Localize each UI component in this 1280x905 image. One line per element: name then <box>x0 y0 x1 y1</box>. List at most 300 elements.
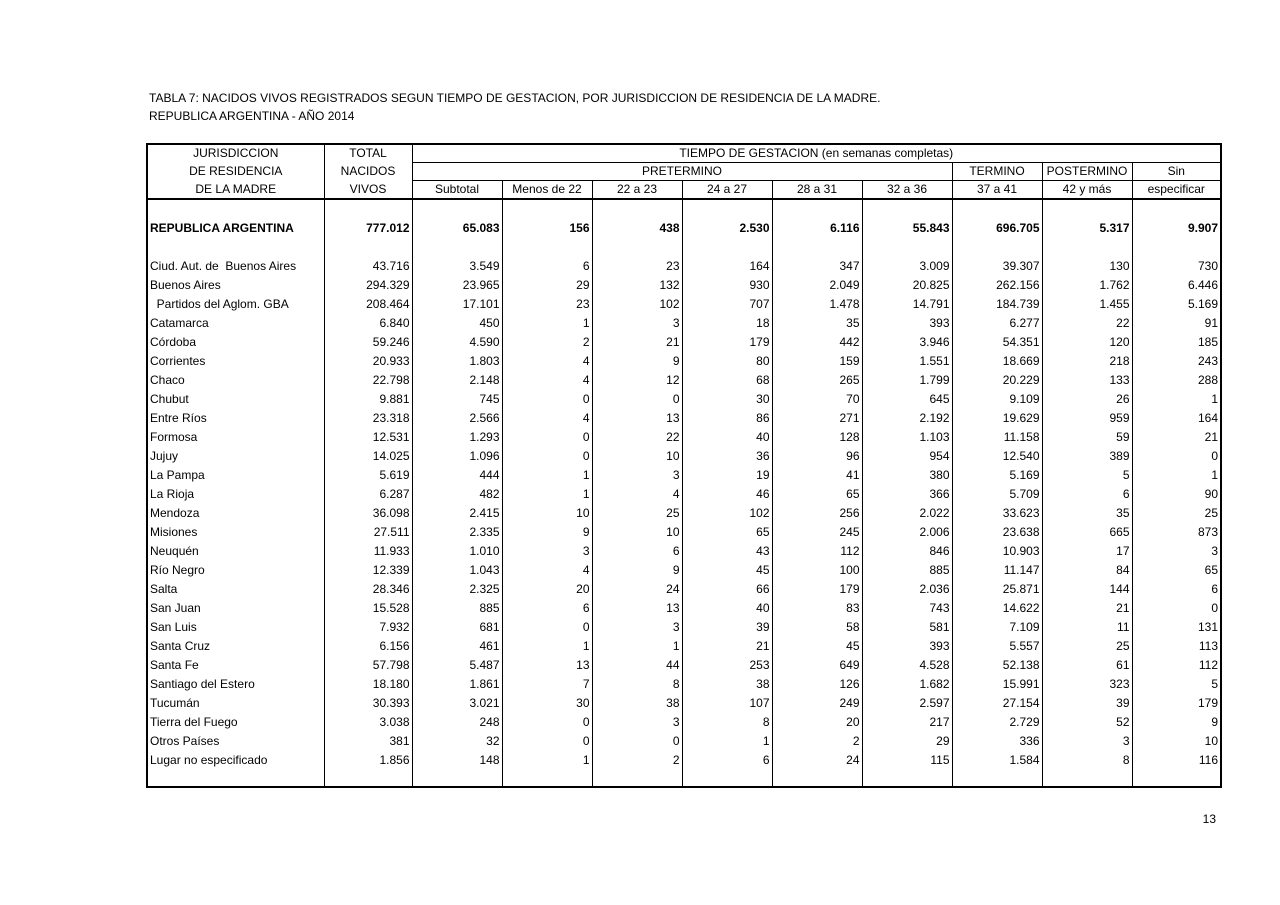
value-cell: 1.043 <box>412 561 502 580</box>
value-cell: 52 <box>1042 713 1132 732</box>
value-cell: 1.551 <box>862 352 952 371</box>
value-cell: 12 <box>592 371 682 390</box>
value-cell: 4 <box>502 409 592 428</box>
value-cell: 265 <box>772 371 862 390</box>
header-22-23: 22 a 23 <box>592 181 682 200</box>
value-cell: 3.038 <box>324 713 412 732</box>
value-cell: 41 <box>772 466 862 485</box>
value-cell: 217 <box>862 713 952 732</box>
value-cell: 185 <box>1132 333 1221 352</box>
value-cell: 57.798 <box>324 656 412 675</box>
spacer-cell <box>772 770 862 787</box>
value-cell: 4.590 <box>412 333 502 352</box>
value-cell: 45 <box>772 637 862 656</box>
jurisdiccion-name: REPUBLICA ARGENTINA <box>150 221 294 235</box>
value-cell: 645 <box>862 390 952 409</box>
value-cell: 6 <box>592 542 682 561</box>
value-cell: 115 <box>862 751 952 770</box>
value-cell: 23 <box>502 295 592 314</box>
value-cell: 70 <box>772 390 862 409</box>
value-cell: 24 <box>772 751 862 770</box>
value-cell: 2 <box>592 751 682 770</box>
value-cell: 262.156 <box>952 276 1042 295</box>
value-cell: 5.557 <box>952 637 1042 656</box>
value-cell: 30.393 <box>324 694 412 713</box>
table-title: TABLA 7: NACIDOS VIVOS REGISTRADOS SEGUN TIEMPO DE GESTACION, POR JURISDICCION DE RESIDENCIA DE LA MADRE. <box>149 91 881 105</box>
value-cell: 17.101 <box>412 295 502 314</box>
value-cell: 15.991 <box>952 675 1042 694</box>
value-cell: 1 <box>502 466 592 485</box>
table-row <box>147 751 1221 770</box>
value-cell: 3 <box>592 618 682 637</box>
value-cell: 130 <box>1042 257 1132 276</box>
value-cell: 0 <box>592 732 682 751</box>
value-cell: 30 <box>502 694 592 713</box>
spacer-cell <box>502 247 592 257</box>
header-pretermino: PRETERMINO <box>412 163 952 181</box>
table-row <box>147 637 1221 656</box>
spacer-cell <box>502 770 592 787</box>
value-cell: 2.006 <box>862 523 952 542</box>
value-cell: 25 <box>592 504 682 523</box>
jurisdiccion-name: Salta <box>150 582 178 596</box>
value-cell: 6 <box>682 751 772 770</box>
header-total-2: NACIDOS <box>324 163 412 181</box>
value-cell: 777.012 <box>324 209 412 247</box>
value-cell: 2.566 <box>412 409 502 428</box>
value-cell: 1 <box>502 637 592 656</box>
value-cell: 21 <box>592 333 682 352</box>
value-cell: 30 <box>682 390 772 409</box>
value-cell: 5.487 <box>412 656 502 675</box>
value-cell: 7.109 <box>952 618 1042 637</box>
value-cell: 0 <box>502 428 592 447</box>
jurisdiccion-name: Otros Países <box>150 734 220 748</box>
value-cell: 3.021 <box>412 694 502 713</box>
jurisdiccion-name: Neuquén <box>150 544 199 558</box>
value-cell: 21 <box>1042 599 1132 618</box>
table-row <box>147 390 1221 409</box>
value-cell: 6.446 <box>1132 276 1221 295</box>
value-cell: 40 <box>682 428 772 447</box>
value-cell: 38 <box>682 675 772 694</box>
value-cell: 12.339 <box>324 561 412 580</box>
value-cell: 14.025 <box>324 447 412 466</box>
value-cell: 25 <box>1132 504 1221 523</box>
value-cell: 6.156 <box>324 637 412 656</box>
value-cell: 131 <box>1132 618 1221 637</box>
value-cell: 6.840 <box>324 314 412 333</box>
value-cell: 148 <box>412 751 502 770</box>
jurisdiccion-name: Ciud. Aut. de Buenos Aires <box>150 259 297 273</box>
value-cell: 1.803 <box>412 352 502 371</box>
value-cell: 930 <box>682 276 772 295</box>
value-cell: 27.511 <box>324 523 412 542</box>
value-cell: 2 <box>502 333 592 352</box>
value-cell: 113 <box>1132 637 1221 656</box>
spacer-cell <box>952 247 1042 257</box>
value-cell: 22.798 <box>324 371 412 390</box>
value-cell: 91 <box>1132 314 1221 333</box>
value-cell: 156 <box>502 209 592 247</box>
header-28-31: 28 a 31 <box>772 181 862 200</box>
value-cell: 2 <box>772 732 862 751</box>
jurisdiccion-name: San Luis <box>150 620 197 634</box>
value-cell: 743 <box>862 599 952 618</box>
value-cell: 20.825 <box>862 276 952 295</box>
value-cell: 3 <box>502 542 592 561</box>
value-cell: 21 <box>1132 428 1221 447</box>
spacer-cell <box>1042 247 1132 257</box>
spacer-cell <box>862 199 952 209</box>
value-cell: 5.709 <box>952 485 1042 504</box>
value-cell: 243 <box>1132 352 1221 371</box>
header-37-41: 37 a 41 <box>952 181 1042 200</box>
table-row <box>147 314 1221 333</box>
value-cell: 96 <box>772 447 862 466</box>
value-cell: 36 <box>682 447 772 466</box>
value-cell: 66 <box>682 580 772 599</box>
total-row <box>147 209 1221 247</box>
value-cell: 0 <box>502 713 592 732</box>
header-sin: Sin <box>1132 163 1221 181</box>
value-cell: 1.293 <box>412 428 502 447</box>
value-cell: 3 <box>1132 542 1221 561</box>
value-cell: 3 <box>592 466 682 485</box>
table-row <box>147 295 1221 314</box>
value-cell: 179 <box>772 580 862 599</box>
value-cell: 14.622 <box>952 599 1042 618</box>
value-cell: 23.638 <box>952 523 1042 542</box>
value-cell: 25 <box>1042 637 1132 656</box>
spacer-cell <box>147 247 324 257</box>
table-row <box>147 447 1221 466</box>
value-cell: 438 <box>592 209 682 247</box>
header-total-3: VIVOS <box>324 181 412 200</box>
header-subtotal: Subtotal <box>412 181 502 200</box>
value-cell: 61 <box>1042 656 1132 675</box>
value-cell: 100 <box>772 561 862 580</box>
value-cell: 23 <box>592 257 682 276</box>
jurisdiccion-name: La Pampa <box>150 468 205 482</box>
table-subtitle: REPUBLICA ARGENTINA - AÑO 2014 <box>149 109 355 123</box>
value-cell: 65 <box>772 485 862 504</box>
header-tiempo-gestacion: TIEMPO DE GESTACION (en semanas completas) <box>412 144 1221 163</box>
value-cell: 54.351 <box>952 333 1042 352</box>
value-cell: 128 <box>772 428 862 447</box>
jurisdiccion-name: Catamarca <box>150 316 209 330</box>
value-cell: 1 <box>502 751 592 770</box>
value-cell: 36.098 <box>324 504 412 523</box>
spacer-cell <box>412 199 502 209</box>
table-row <box>147 523 1221 542</box>
value-cell: 23.318 <box>324 409 412 428</box>
table-row <box>147 504 1221 523</box>
value-cell: 90 <box>1132 485 1221 504</box>
value-cell: 2.729 <box>952 713 1042 732</box>
value-cell: 4 <box>502 561 592 580</box>
table-row <box>147 675 1221 694</box>
value-cell: 4 <box>502 352 592 371</box>
jurisdiccion-name: Misiones <box>150 525 198 539</box>
value-cell: 885 <box>412 599 502 618</box>
value-cell: 144 <box>1042 580 1132 599</box>
header-24-27: 24 a 27 <box>682 181 772 200</box>
value-cell: 159 <box>772 352 862 371</box>
value-cell: 2.148 <box>412 371 502 390</box>
spacer-cell <box>1132 770 1221 787</box>
header-total-1: TOTAL <box>324 144 412 163</box>
value-cell: 38 <box>592 694 682 713</box>
value-cell: 164 <box>1132 409 1221 428</box>
value-cell: 12.531 <box>324 428 412 447</box>
value-cell: 2.597 <box>862 694 952 713</box>
value-cell: 14.791 <box>862 295 952 314</box>
value-cell: 745 <box>412 390 502 409</box>
value-cell: 1 <box>682 732 772 751</box>
value-cell: 0 <box>502 447 592 466</box>
value-cell: 5.317 <box>1042 209 1132 247</box>
jurisdiccion-name: Partidos del Aglom. GBA <box>150 297 289 311</box>
spacer-cell <box>324 770 412 787</box>
value-cell: 9.881 <box>324 390 412 409</box>
value-cell: 336 <box>952 732 1042 751</box>
table-row <box>147 561 1221 580</box>
header-jurisdiccion-2: DE RESIDENCIA <box>189 164 283 178</box>
value-cell: 6 <box>1042 485 1132 504</box>
value-cell: 5.619 <box>324 466 412 485</box>
value-cell: 0 <box>1132 447 1221 466</box>
value-cell: 1.682 <box>862 675 952 694</box>
value-cell: 6 <box>502 257 592 276</box>
spacer-cell <box>862 247 952 257</box>
jurisdiccion-name: Mendoza <box>150 506 200 520</box>
table-row <box>147 542 1221 561</box>
value-cell: 40 <box>682 599 772 618</box>
value-cell: 9.109 <box>952 390 1042 409</box>
table-row <box>147 333 1221 352</box>
value-cell: 20 <box>502 580 592 599</box>
value-cell: 1.478 <box>772 295 862 314</box>
value-cell: 13 <box>502 656 592 675</box>
value-cell: 288 <box>1132 371 1221 390</box>
table-row <box>147 732 1221 751</box>
value-cell: 23.965 <box>412 276 502 295</box>
value-cell: 28.346 <box>324 580 412 599</box>
jurisdiccion-name: Santa Fe <box>150 658 199 672</box>
value-cell: 32 <box>412 732 502 751</box>
jurisdiccion-name: Río Negro <box>150 563 205 577</box>
spacer-row <box>147 247 1221 257</box>
jurisdiccion-name: La Rioja <box>150 487 195 501</box>
value-cell: 25.871 <box>952 580 1042 599</box>
value-cell: 10.903 <box>952 542 1042 561</box>
spacer-cell <box>682 247 772 257</box>
value-cell: 83 <box>772 599 862 618</box>
spacer-cell <box>772 247 862 257</box>
value-cell: 179 <box>1132 694 1221 713</box>
value-cell: 107 <box>682 694 772 713</box>
value-cell: 1.861 <box>412 675 502 694</box>
spacer-cell <box>1042 199 1132 209</box>
value-cell: 2.335 <box>412 523 502 542</box>
value-cell: 389 <box>1042 447 1132 466</box>
spacer-row <box>147 770 1221 787</box>
value-cell: 1.103 <box>862 428 952 447</box>
header-postermino: POSTERMINO <box>1042 163 1132 181</box>
value-cell: 9 <box>592 352 682 371</box>
value-cell: 102 <box>682 504 772 523</box>
value-cell: 2.325 <box>412 580 502 599</box>
value-cell: 126 <box>772 675 862 694</box>
spacer-cell <box>682 770 772 787</box>
value-cell: 9.907 <box>1132 209 1221 247</box>
value-cell: 4 <box>592 485 682 504</box>
value-cell: 245 <box>772 523 862 542</box>
value-cell: 0 <box>1132 599 1221 618</box>
value-cell: 5 <box>1132 675 1221 694</box>
spacer-cell <box>592 770 682 787</box>
value-cell: 10 <box>1132 732 1221 751</box>
value-cell: 27.154 <box>952 694 1042 713</box>
value-cell: 39.307 <box>952 257 1042 276</box>
value-cell: 35 <box>772 314 862 333</box>
value-cell: 112 <box>772 542 862 561</box>
spacer-cell <box>952 199 1042 209</box>
value-cell: 323 <box>1042 675 1132 694</box>
value-cell: 381 <box>324 732 412 751</box>
value-cell: 6.116 <box>772 209 862 247</box>
header-jurisdiccion-3: DE LA MADRE <box>147 181 324 200</box>
value-cell: 39 <box>1042 694 1132 713</box>
value-cell: 22 <box>592 428 682 447</box>
value-cell: 20.229 <box>952 371 1042 390</box>
value-cell: 9 <box>502 523 592 542</box>
page-number: 13 <box>1202 812 1216 826</box>
value-cell: 7 <box>502 675 592 694</box>
spacer-cell <box>592 247 682 257</box>
value-cell: 5.169 <box>952 466 1042 485</box>
value-cell: 0 <box>502 390 592 409</box>
table-row <box>147 466 1221 485</box>
value-cell: 1 <box>592 637 682 656</box>
value-cell: 80 <box>682 352 772 371</box>
value-cell: 393 <box>862 637 952 656</box>
value-cell: 10 <box>592 447 682 466</box>
value-cell: 18.180 <box>324 675 412 694</box>
value-cell: 11.933 <box>324 542 412 561</box>
value-cell: 271 <box>772 409 862 428</box>
value-cell: 2.192 <box>862 409 952 428</box>
gestation-table <box>146 143 1222 788</box>
table-row <box>147 656 1221 675</box>
value-cell: 8 <box>592 675 682 694</box>
value-cell: 29 <box>862 732 952 751</box>
value-cell: 12.540 <box>952 447 1042 466</box>
table-row <box>147 371 1221 390</box>
value-cell: 5.169 <box>1132 295 1221 314</box>
value-cell: 0 <box>502 732 592 751</box>
spacer-cell <box>682 199 772 209</box>
value-cell: 846 <box>862 542 952 561</box>
spacer-cell <box>592 199 682 209</box>
value-cell: 380 <box>862 466 952 485</box>
value-cell: 707 <box>682 295 772 314</box>
spacer-cell <box>412 247 502 257</box>
jurisdiccion-name: Jujuy <box>150 449 179 463</box>
value-cell: 112 <box>1132 656 1221 675</box>
value-cell: 29 <box>502 276 592 295</box>
jurisdiccion-name: Tierra del Fuego <box>150 715 238 729</box>
value-cell: 11 <box>1042 618 1132 637</box>
value-cell: 366 <box>862 485 952 504</box>
value-cell: 2.049 <box>772 276 862 295</box>
value-cell: 2.022 <box>862 504 952 523</box>
table-row <box>147 618 1221 637</box>
header-32-36: 32 a 36 <box>862 181 952 200</box>
spacer-cell <box>324 199 412 209</box>
spacer-cell <box>952 770 1042 787</box>
value-cell: 18.669 <box>952 352 1042 371</box>
value-cell: 65.083 <box>412 209 502 247</box>
value-cell: 665 <box>1042 523 1132 542</box>
header-menos-22: Menos de 22 <box>502 181 592 200</box>
value-cell: 65 <box>682 523 772 542</box>
value-cell: 68 <box>682 371 772 390</box>
table-row <box>147 428 1221 447</box>
value-cell: 1.762 <box>1042 276 1132 295</box>
jurisdiccion-name: Santiago del Estero <box>150 677 255 691</box>
value-cell: 3 <box>1042 732 1132 751</box>
value-cell: 19.629 <box>952 409 1042 428</box>
value-cell: 1 <box>502 485 592 504</box>
value-cell: 6.277 <box>952 314 1042 333</box>
value-cell: 19 <box>682 466 772 485</box>
jurisdiccion-name: Santa Cruz <box>150 639 211 653</box>
value-cell: 11.147 <box>952 561 1042 580</box>
value-cell: 120 <box>1042 333 1132 352</box>
table-row <box>147 694 1221 713</box>
jurisdiccion-name: Formosa <box>150 430 198 444</box>
value-cell: 256 <box>772 504 862 523</box>
value-cell: 45 <box>682 561 772 580</box>
jurisdiccion-name: Buenos Aires <box>150 278 221 292</box>
value-cell: 1.856 <box>324 751 412 770</box>
value-cell: 11.158 <box>952 428 1042 447</box>
value-cell: 696.705 <box>952 209 1042 247</box>
spacer-cell <box>502 199 592 209</box>
value-cell: 248 <box>412 713 502 732</box>
value-cell: 649 <box>772 656 862 675</box>
value-cell: 15.528 <box>324 599 412 618</box>
value-cell: 1 <box>1132 390 1221 409</box>
value-cell: 294.329 <box>324 276 412 295</box>
header-jurisdiccion-1: JURISDICCION <box>193 146 279 161</box>
value-cell: 59.246 <box>324 333 412 352</box>
value-cell: 959 <box>1042 409 1132 428</box>
value-cell: 6 <box>502 599 592 618</box>
value-cell: 1.799 <box>862 371 952 390</box>
value-cell: 249 <box>772 694 862 713</box>
value-cell: 954 <box>862 447 952 466</box>
value-cell: 33.623 <box>952 504 1042 523</box>
table-row <box>147 409 1221 428</box>
jurisdiccion-name: Corrientes <box>150 354 206 368</box>
value-cell: 444 <box>412 466 502 485</box>
spacer-cell <box>324 247 412 257</box>
value-cell: 885 <box>862 561 952 580</box>
jurisdiccion-name: Chaco <box>150 373 185 387</box>
